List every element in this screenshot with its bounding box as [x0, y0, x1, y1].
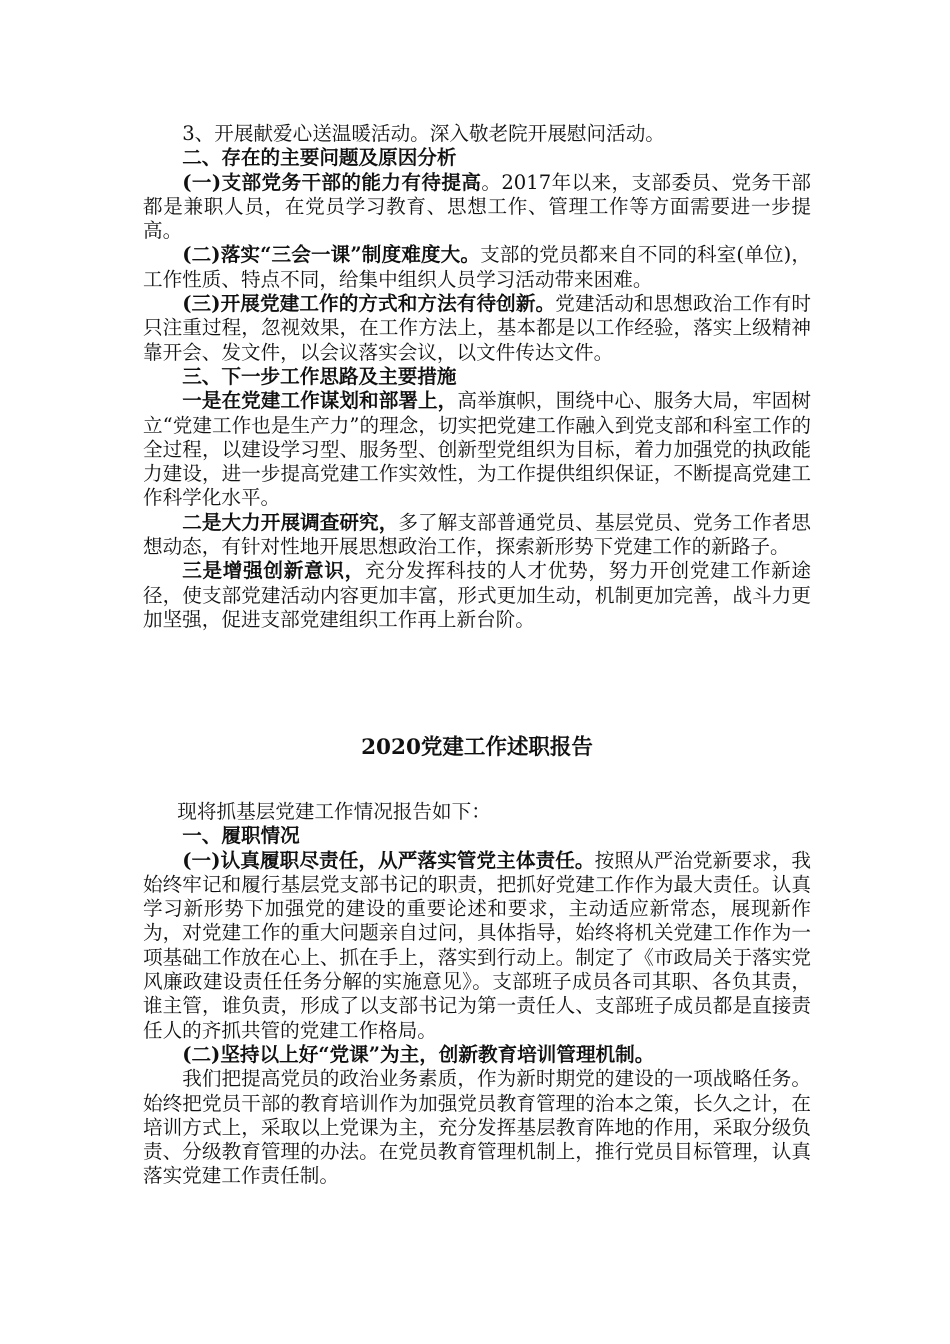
duty-1-lead: (一)认真履职尽责任，从严落实管党主体责任。: [182, 848, 595, 872]
heading-duty-2: (二)坚持以上好“党课”为主，创新教育培训管理机制。: [182, 1042, 655, 1066]
paragraph-problem-2: [143, 243, 811, 292]
problem-2-lead: (二)落实“三会一课”制度难度大。: [182, 243, 481, 267]
paragraph-problem-3: [143, 292, 811, 365]
heading-duties: 一、履职情况: [182, 824, 300, 848]
paragraph-step-1: [143, 389, 811, 510]
duty-1-text: 按照从严治党新要求，我始终牢记和履行基层党支部书记的职责，把抓好党建工作作为最大责任。认真学习新形势下加强党的建设的重要论述和要求，主动适应新常态，展现新作为，对党建工作的重大问题亲自过问，具体指导，始终将机关党建工作作为一项基础工作放在心上、抓在手上，落实到行动上。制定了《市政局关于落实党风廉政建设责任任务分解的实施意见》。支部班子成员各司其职、各负其责，谁主管，谁负责，形成了以支部书记为第一责任人、支部班子成员都是直接责任人的齐抓共管的党建工作格局。: [143, 848, 812, 1042]
step-1-text: 高举旗帜，围绕中心、服务大局，牢固树立“党建工作也是生产力”的理念，切实把党建工作融入到党支部和科室工作的全过程，以建设学习型、服务型、创新型党组织为目标，着力加强党的执政能力建设，进一步提高党建工作实效性，为工作提供组织保证，不断提高党建工作科学化水平。: [143, 389, 812, 510]
problem-3-text: 党建活动和思想政治工作有时只注重过程，忽视效果，在工作方法上，基本都是以工作经验，落实上级精神靠开会、发文件，以会议落实会议，以文件传达文件。: [143, 292, 811, 364]
problem-1-lead: (一)支部党务干部的能力有待提高: [182, 170, 482, 194]
paragraph-activity: 3、开展献爱心送温暖活动。深入敬老院开展慰问活动。: [182, 122, 665, 145]
heading-next-steps: 三、下一步工作思路及主要措施: [182, 364, 457, 388]
step-2-lead: 二是大力开展调查研究，: [182, 510, 399, 534]
step-2-text: 多了解支部普通党员、基层党员、党务工作者思想动态，有针对性地开展思想政治工作，探索新形势下党建工作的新路子。: [143, 510, 812, 559]
report-body-section: [143, 800, 811, 1189]
heading-problems: 二、存在的主要问题及原因分析: [182, 146, 457, 170]
paragraph-intro: 现将抓基层党建工作情况报告如下：: [177, 800, 491, 823]
paragraph-step-2: [143, 511, 811, 560]
step-1-lead: 一是在党建工作谋划和部署上，: [182, 389, 458, 413]
problem-3-lead: (三)开展党建工作的方式和方法有待创新。: [182, 292, 556, 316]
previous-report-section: [143, 122, 811, 632]
step-3-lead: 三是增强创新意识，: [182, 559, 365, 583]
problem-2-text: 支部的党员都来自不同的科室(单位)，工作性质、特点不同，给集中组织人员学习活动带来困难。: [143, 243, 811, 291]
paragraph-step-3: [143, 559, 811, 632]
report-title: 2020党建工作述职报告: [361, 735, 593, 760]
paragraph-duty-1: [143, 849, 811, 1043]
problem-1-text: 。2017年以来，支部委员、党务干部都是兼职人员，在党员学习教育、思想工作、管理工作等方面需要进一步提高。: [143, 170, 811, 243]
step-3-text: 充分发挥科技的人才优势，努力开创党建工作新途径，使支部党建活动内容更加丰富，形式更加生动，机制更加完善，战斗力更加坚强，促进支部党建组织工作再上新台阶。: [143, 559, 811, 631]
paragraph-duty-2: 我们把提高党员的政治业务素质，作为新时期党的建设的一项战略任务。始终把党员干部的教育培训作为加强党员教育管理的治本之策，长久之计，在培训方式上，采取以上党课为主，充分发挥基层教育阵地的作用，采取分级负责、分级教育管理的办法。在党员教育管理机制上，推行党员目标管理，认真落实党建工作责任制。: [143, 1067, 811, 1188]
paragraph-problem-1: [143, 171, 811, 244]
